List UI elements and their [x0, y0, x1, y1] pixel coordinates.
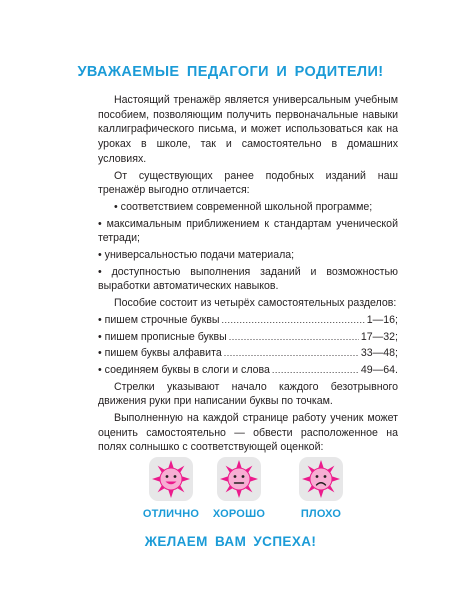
section-label: • пишем строчные буквы: [98, 313, 220, 326]
rating-label: ПЛОХО: [300, 508, 342, 520]
section-pages: 33—48;: [360, 347, 398, 360]
rating-good[interactable]: [194, 456, 284, 520]
section-pages: 1—16;: [366, 313, 398, 326]
feature-item: • универсальностью подачи материала;: [98, 249, 295, 262]
sections-intro: Пособие состоит из четырёх самостоятельных разделов:: [114, 297, 397, 310]
feature-item: • соответствием современной школьной программе;: [114, 200, 373, 213]
section-item: [98, 330, 398, 345]
section-label: • пишем буквы алфавита: [98, 347, 222, 360]
section-label: • соединяем буквы в слоги и слова: [98, 363, 270, 376]
main-text: [98, 93, 398, 457]
section-item: [98, 363, 398, 378]
leader-dots: [221, 313, 364, 328]
differs-paragraph: От существующих ранее подобных изданий наш тренажёр выгодно отличается:: [98, 169, 398, 197]
rating-suns: [0, 456, 461, 526]
evaluate-paragraph: Выполненную на каждой странице работу ученик может оценить самостоятельно — обвести расположенное на полях солнышко с соответствующей оценкой:: [98, 412, 398, 454]
section-item: [98, 346, 398, 361]
rating-bad[interactable]: [276, 456, 366, 520]
feature-item: • максимальным приближением к стандартам ученической тетради;: [98, 217, 398, 245]
feature-item: • доступностью выполнения заданий и возможностью выработки автоматических навыков.: [98, 265, 398, 293]
sections-list: [98, 313, 398, 378]
sun-neutral-icon: [216, 456, 262, 502]
page-title: УВАЖАЕМЫЕ ПЕДАГОГИ И РОДИТЕЛИ!: [77, 64, 384, 80]
closing-wish: ЖЕЛАЕМ ВАМ УСПЕХА!: [144, 534, 317, 549]
leader-dots: [224, 346, 359, 361]
section-item: [98, 313, 398, 328]
section-pages: 49—64.: [360, 363, 398, 376]
leader-dots: [229, 330, 359, 345]
sun-sad-icon: [298, 456, 344, 502]
rating-label: ОТЛИЧНО: [142, 508, 200, 520]
section-label: • пишем прописные буквы: [98, 330, 227, 343]
rating-label: ХОРОШО: [212, 508, 266, 520]
leader-dots: [272, 363, 359, 378]
sun-happy-icon: [148, 456, 194, 502]
arrows-paragraph: Стрелки указывают начало каждого безотрывного движения руки при написании буквы по точкам.: [98, 380, 398, 408]
section-pages: 17—32;: [360, 330, 398, 343]
intro-paragraph: Настоящий тренажёр является универсальным учебным пособием, позволяющим получить первоначальные навыки каллиграфического письма, и может использоваться как на уроках в школе, так и самостоятельно в домашних условиях.: [98, 94, 398, 165]
